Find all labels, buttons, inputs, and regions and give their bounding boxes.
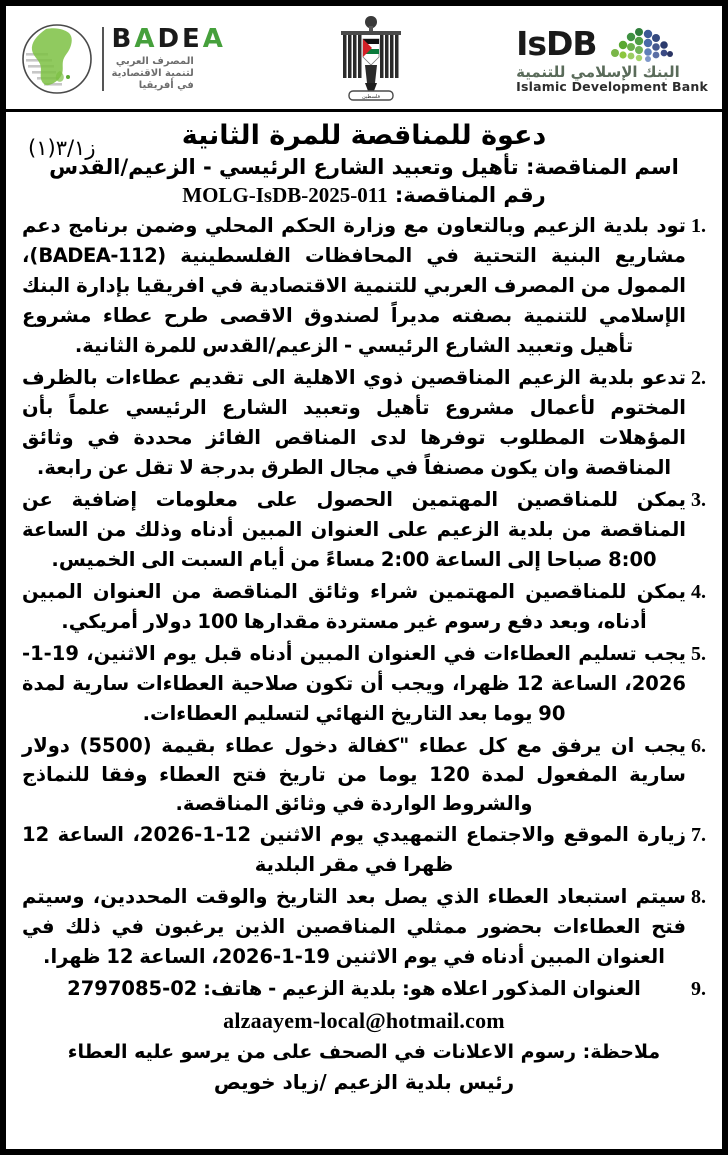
clause-item — [22, 731, 706, 818]
clause-list — [6, 209, 722, 1036]
tender-number-label: رقم المناقصة: — [394, 183, 546, 207]
clause-number: 2. — [691, 367, 706, 389]
clause-number: 9. — [691, 978, 706, 1000]
reference-code: ز٣/١(١) — [28, 136, 96, 160]
clause-number: 5. — [691, 643, 706, 665]
clause-number: 1. — [691, 215, 706, 237]
isdb-english-name: Islamic Development Bank — [516, 79, 708, 94]
tender-name-value: تأهيل وتعبيد الشارع الرئيسي - الزعيم/القدس — [49, 155, 519, 179]
clause-number: 6. — [691, 735, 706, 757]
svg-text:فلسطين: فلسطين — [362, 93, 380, 100]
palestine-state-emblem — [335, 13, 407, 105]
clause-item — [22, 882, 706, 972]
eagle-emblem-icon — [335, 13, 407, 105]
isdb-dome-icon — [603, 23, 675, 63]
isdb-acronym: IsDB — [516, 23, 597, 63]
clause-text: زيارة الموقع والاجتماع التمهيدي يوم الاثنين 12-1-2026، الساعة 12 ظهرا في مقر البلدية — [22, 823, 686, 876]
clause-item — [22, 974, 706, 1004]
footer-signature: رئيس بلدية الزعيم /زياد خويص — [213, 1070, 515, 1094]
tender-name-label: اسم المناقصة: — [525, 155, 679, 179]
africa-globe-icon — [20, 19, 94, 99]
badea-acronym: BADEA — [111, 24, 226, 54]
clause-number: 7. — [691, 824, 706, 846]
tender-number-line — [22, 181, 706, 209]
clause-number: 8. — [691, 886, 706, 908]
clause-text: يجب ان يرفق مع كل عطاء "كفالة دخول عطاء بقيمة (5500) دولار سارية المفعول لمدة 120 يوما من تاريخ فتح العطاء وفقا للنماذج والشروط الواردة في وثائق المناقصة. — [22, 734, 686, 815]
clause-item — [22, 363, 706, 483]
tender-number-value: MOLG-IsDB-2025-011 — [182, 183, 388, 207]
isdb-logo — [516, 23, 708, 94]
clause-text: يجب تسليم العطاءات في العنوان المبين أدناه قبل يوم الاثنين، 19-1-2026، الساعة 12 ظهرا، ويجب أن تكون صلاحية العطاءات سارية لمدة 90 يوما بعد التاريخ النهائي لتسليم العطاءات. — [22, 642, 686, 725]
logo-header-bar — [6, 6, 722, 112]
clause-text: يمكن للمناقصين المهتمين الحصول على معلومات إضافية عن المناقصة من بلدية الزعيم على العنوان المبين أدناه وذلك من الساعة 8:00 صباحا إلى الساعة 2:00 مساءً من أيام السبت الى الخميس. — [22, 488, 686, 571]
clause-number: 3. — [691, 489, 706, 511]
clause-text: سيتم استبعاد العطاء الذي يصل بعد التاريخ والوقت المحددين، وسيتم فتح العطاءات بحضور ممثلي المناقصين الذين يرغبون في ذلك في العنوان المبين أدناه في يوم الاثنين 19-1-2026، الساعة 12 ظهرا. — [22, 885, 686, 968]
isdb-arabic-name: البنك الإسلامي للتنمية — [516, 63, 680, 81]
badea-arabic-name: المصرف العربي لتنمية الاقتصادية في أفريقيا — [111, 56, 194, 91]
clause-item — [22, 639, 706, 729]
clause-item — [22, 577, 706, 637]
contact-email[interactable]: alzaayem-local@hotmail.com — [223, 1008, 505, 1033]
clause-text: العنوان المذكور اعلاه هو: بلدية الزعيم - هاتف: 02-2797085 — [67, 977, 641, 1000]
badea-logo — [20, 19, 226, 99]
page-title: دعوة للمناقصة للمرة الثانية — [181, 120, 547, 151]
clause-item — [22, 820, 706, 880]
clause-item — [22, 485, 706, 575]
clause-text: يمكن للمناقصين المهتمين شراء وثائق المناقصة من العنوان المبين أدناه، وبعد دفع رسوم غير مستردة مقدارها 100 دولار أمريكي. — [22, 580, 686, 633]
clause-number: 4. — [691, 581, 706, 603]
logo-divider — [102, 27, 104, 91]
footer-block — [6, 1036, 722, 1097]
tender-name-line — [22, 154, 706, 181]
title-block — [6, 112, 722, 209]
clause-text: تود بلدية الزعيم وبالتعاون مع وزارة الحكم المحلي وضمن برنامج دعم مشاريع البنية التحتية في المحافظات الفلسطينية (BADEA-112)، الممول من المصرف العربي للتنمية الاقتصادية في افريقيا بإدارة البنك الإسلامي للتنمية بصفته مديراً لصندوق الاقصى طرح عطاء مشروع تأهيل وتعبيد الشارع الرئيسي - الزعيم/القدس للمرة الثانية. — [22, 214, 686, 357]
clause-text: تدعو بلدية الزعيم المناقصين ذوي الاهلية الى تقديم عطاءات بالظرف المختوم لأعمال مشروع تأهيل وتعبيد الشارع الرئيسي علماً بأن المؤهلات المطلوب توفرها لدى المناقص الفائز محددة في وثائق المناقصة وان يكون مصنفاً في مجال الطرق بدرجة لا تقل عن رابعة. — [22, 366, 686, 479]
footer-note: ملاحظة: رسوم الاعلانات في الصحف على من يرسو عليه العطاء — [67, 1041, 661, 1063]
clause-item — [22, 211, 706, 361]
